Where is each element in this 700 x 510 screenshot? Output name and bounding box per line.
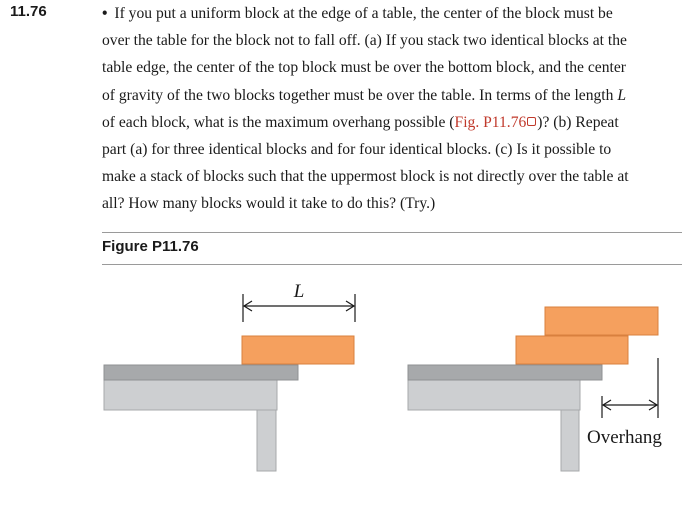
right-table (408, 365, 602, 471)
right-table-top (408, 365, 602, 380)
problem-line-7: make a stack of blocks such that the uppermost block is not directly over the table at (102, 168, 629, 186)
right-table-leg (561, 409, 579, 471)
left-table-top (104, 365, 298, 380)
figure-link-label: Fig. P11.76 (454, 113, 527, 131)
problem-number: 11.76 (10, 3, 47, 20)
top-block (545, 307, 658, 335)
bottom-block (516, 336, 628, 364)
problem-line-1-text: If you put a uniform block at the edge of a table, the center of the block must be (114, 5, 613, 22)
left-table-body (104, 379, 277, 410)
bullet: • (102, 5, 108, 22)
left-table (104, 365, 298, 471)
overhang-label: Overhang (587, 427, 662, 448)
length-label: L (293, 281, 305, 302)
left-table-leg (257, 409, 276, 471)
length-variable: L (617, 86, 627, 104)
problem-line-3: table edge, the center of the top block must be over the bottom block, and the center (102, 59, 626, 77)
problem-line-2: over the table for the block not to fall off. (a) If you stack two identical blocks at the (102, 32, 627, 50)
problem-line-8: all? How many blocks would it take to do this? (Try.) (102, 195, 436, 213)
left-block (242, 336, 354, 364)
figure-title: Figure P11.76 (102, 238, 199, 255)
problem-line-6: part (a) for three identical blocks and for four identical blocks. (c) Is it possible to (102, 141, 612, 159)
problem-line-5-post: )? (b) Repeat (537, 113, 619, 131)
overhang-dimension (602, 358, 658, 418)
right-table-body (408, 379, 580, 410)
problem-line-5-pre: of each block, what is the maximum overhang possible ( (102, 113, 455, 131)
problem-line-4-text: of gravity of the two blocks together must be over the table. In terms of the length (102, 86, 614, 104)
